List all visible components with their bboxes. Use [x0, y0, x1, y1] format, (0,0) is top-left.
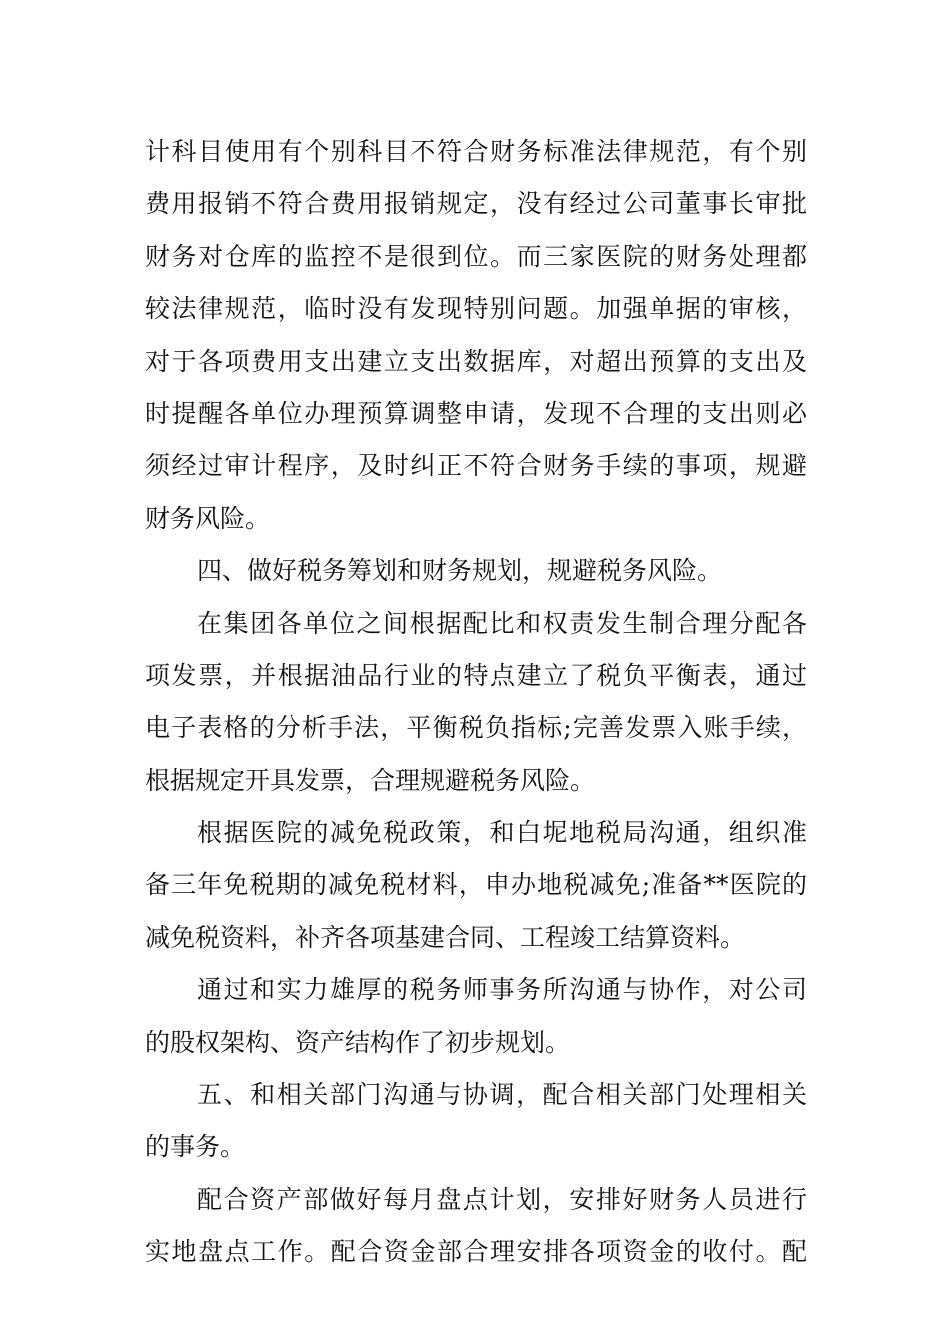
body-line: 较法律规范，临时没有发现特别问题。加强单据的审核， — [145, 294, 807, 324]
body-line: 须经过审计程序，及时纠正不符合财务手续的事项，规避 — [145, 451, 807, 481]
body-line: 根据医院的减免税政策，和白坭地税局沟通，组织准 — [197, 818, 807, 848]
section-heading-4: 四、做好税务筹划和财务规划，规避税务风险。 — [197, 556, 723, 586]
body-line: 计科目使用有个别科目不符合财务标准法律规范，有个别 — [145, 137, 807, 166]
body-line: 通过和实力雄厚的税务师事务所沟通与协作，对公司 — [197, 975, 807, 1005]
body-line: 时提醒各单位办理预算调整申请，发现不合理的支出则必 — [145, 398, 807, 428]
body-line: 减免税资料，补齐各项基建合同、工程竣工结算资料。 — [145, 922, 746, 952]
body-line: 项发票，并根据油品行业的特点建立了税负平衡表，通过 — [145, 660, 807, 690]
body-line: 的股权架构、资产结构作了初步规划。 — [145, 1027, 571, 1057]
body-line: 在集团各单位之间根据配比和权责发生制合理分配各 — [197, 608, 807, 638]
body-line: 实地盘点工作。配合资金部合理安排各项资金的收付。配 — [145, 1237, 807, 1267]
body-line: 费用报销不符合费用报销规定，没有经过公司董事长审批 — [145, 189, 807, 219]
body-line: 备三年免税期的减免税材料，申办地税减免;准备**医院的 — [145, 870, 807, 900]
body-line: 根据规定开具发票，合理规避税务风险。 — [145, 765, 596, 795]
body-line: 电子表格的分析手法，平衡税负指标;完善发票入账手续， — [145, 713, 807, 743]
section-heading-5: 五、和相关部门沟通与协调，配合相关部门处理相关 — [197, 1080, 807, 1110]
body-line: 财务对仓库的监控不是很到位。而三家医院的财务处理都 — [145, 241, 807, 271]
section-heading-5-cont: 的事务。 — [145, 1132, 246, 1162]
body-line: 配合资产部做好每月盘点计划，安排好财务人员进行 — [197, 1184, 807, 1214]
body-line: 对于各项费用支出建立支出数据库，对超出预算的支出及 — [145, 346, 807, 376]
document-body — [145, 126, 807, 1279]
body-line: 财务风险。 — [145, 503, 271, 533]
